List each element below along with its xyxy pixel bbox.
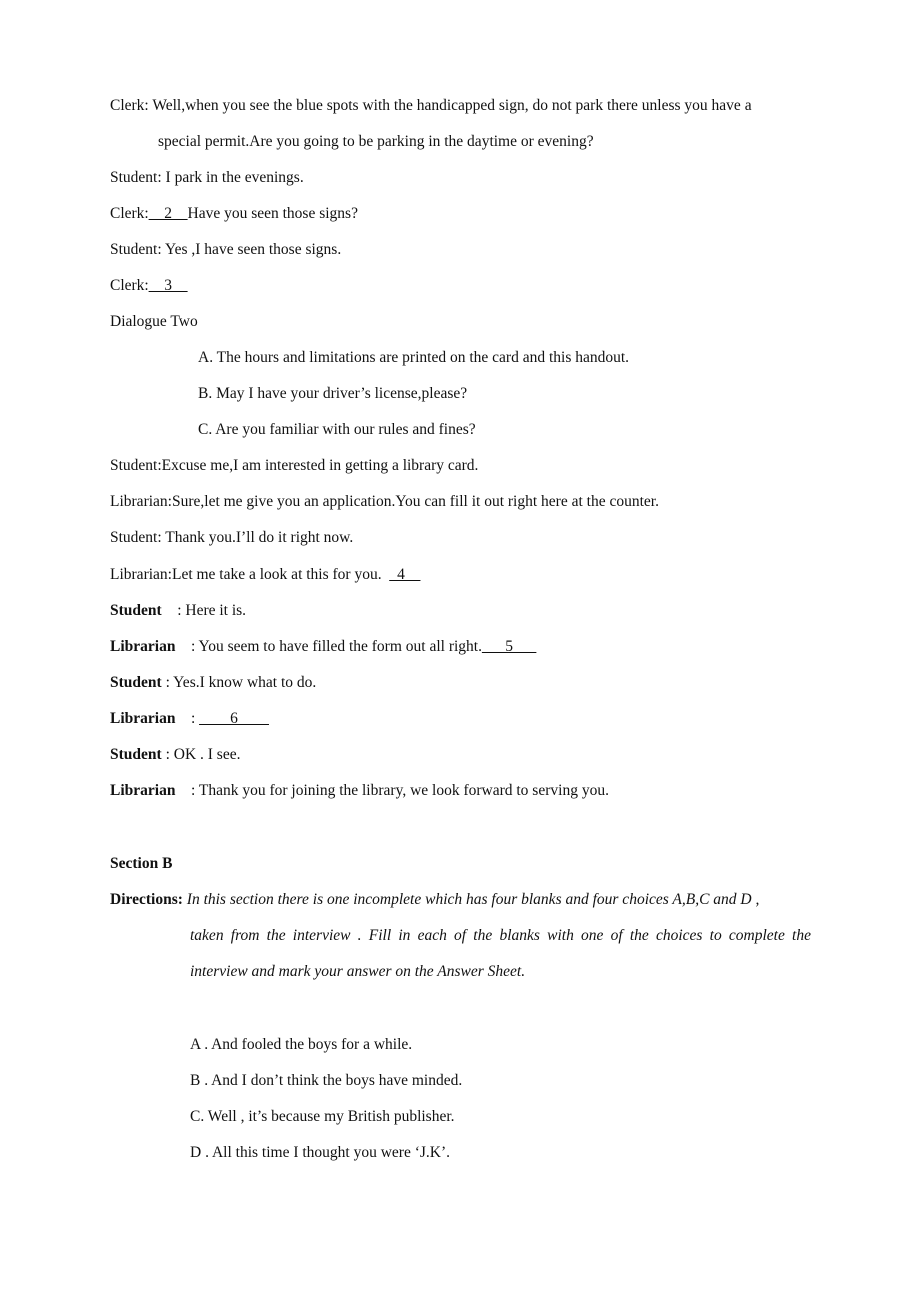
student-line-2: Student: Yes ,I have seen those signs.	[110, 241, 342, 258]
librarian-line-4	[110, 709, 269, 729]
student-line-3: Student:Excuse me,I am interested in getting a library card.	[110, 457, 479, 474]
clerk-line-1a: Clerk: Well,when you see the blue spots with the handicapped sign, do not park there unless you have a	[110, 97, 752, 114]
directions-line-1	[110, 890, 759, 910]
blank-6: ____6____	[199, 710, 269, 727]
librarian-speaker: Librarian	[110, 782, 176, 799]
blank-4: _4__	[389, 566, 421, 583]
librarian-line-4-colon: :	[190, 710, 196, 727]
student-line-5	[110, 601, 246, 621]
choice-a: A . And fooled the boys for a while.	[190, 1036, 413, 1053]
directions-line-2: taken from the interview . Fill in each of the blanks with one of the choices to complete the	[190, 927, 811, 944]
choice-c: C. Well , it’s because my British publisher.	[190, 1108, 455, 1125]
option-b: B. May I have your driver’s license,please?	[198, 385, 468, 402]
blank-3: __3__	[148, 277, 188, 294]
clerk-speaker: Clerk:	[110, 205, 149, 222]
option-a: A. The hours and limitations are printed on the card and this handout.	[198, 349, 630, 366]
student-speaker: Student	[110, 674, 162, 691]
librarian-speaker: Librarian	[110, 638, 176, 655]
student-line-1: Student: I park in the evenings.	[110, 169, 304, 186]
student-line-6	[110, 673, 316, 693]
librarian-line-2-text: Librarian:Let me take a look at this for you.	[110, 566, 382, 583]
librarian-line-3-text: : You seem to have filled the form out all right.	[190, 638, 482, 655]
clerk-line-1b: special permit.Are you going to be parking in the daytime or evening?	[158, 133, 594, 150]
student-line-7-text: : OK . I see.	[161, 746, 241, 763]
clerk-speaker: Clerk:	[110, 277, 149, 294]
option-c: C. Are you familiar with our rules and fines?	[198, 421, 476, 438]
student-speaker: Student	[110, 746, 162, 763]
clerk-line-2-text: Have you seen those signs?	[187, 205, 358, 222]
librarian-line-5-text: : Thank you for joining the library, we look forward to serving you.	[190, 782, 609, 799]
librarian-line-2	[110, 565, 420, 585]
student-speaker: Student	[110, 602, 162, 619]
student-line-5-text: : Here it is.	[177, 602, 247, 619]
dialogue-two-title: Dialogue Two	[110, 313, 198, 330]
student-line-4: Student: Thank you.I’ll do it right now.	[110, 529, 354, 546]
choice-d: D . All this time I thought you were ‘J.K’.	[190, 1144, 451, 1161]
clerk-line-3	[110, 276, 188, 296]
blank-5: ___5___	[481, 638, 537, 655]
choice-b: B . And I don’t think the boys have minded.	[190, 1072, 463, 1089]
student-line-6-text: : Yes.I know what to do.	[161, 674, 317, 691]
directions-label: Directions:	[110, 891, 183, 908]
student-line-7	[110, 745, 240, 765]
librarian-line-3	[110, 637, 536, 657]
directions-line-3: interview and mark your answer on the Answer Sheet.	[190, 963, 526, 980]
librarian-speaker: Librarian	[110, 710, 176, 727]
librarian-line-1: Librarian:Sure,let me give you an application.You can fill it out right here at the counter.	[110, 493, 659, 510]
librarian-line-5	[110, 781, 609, 801]
clerk-line-2	[110, 204, 358, 224]
directions-text-1: In this section there is one incomplete which has four blanks and four choices A,B,C and D ,	[186, 891, 760, 908]
blank-2: __2__	[148, 205, 188, 222]
section-b-title: Section B	[110, 855, 173, 872]
